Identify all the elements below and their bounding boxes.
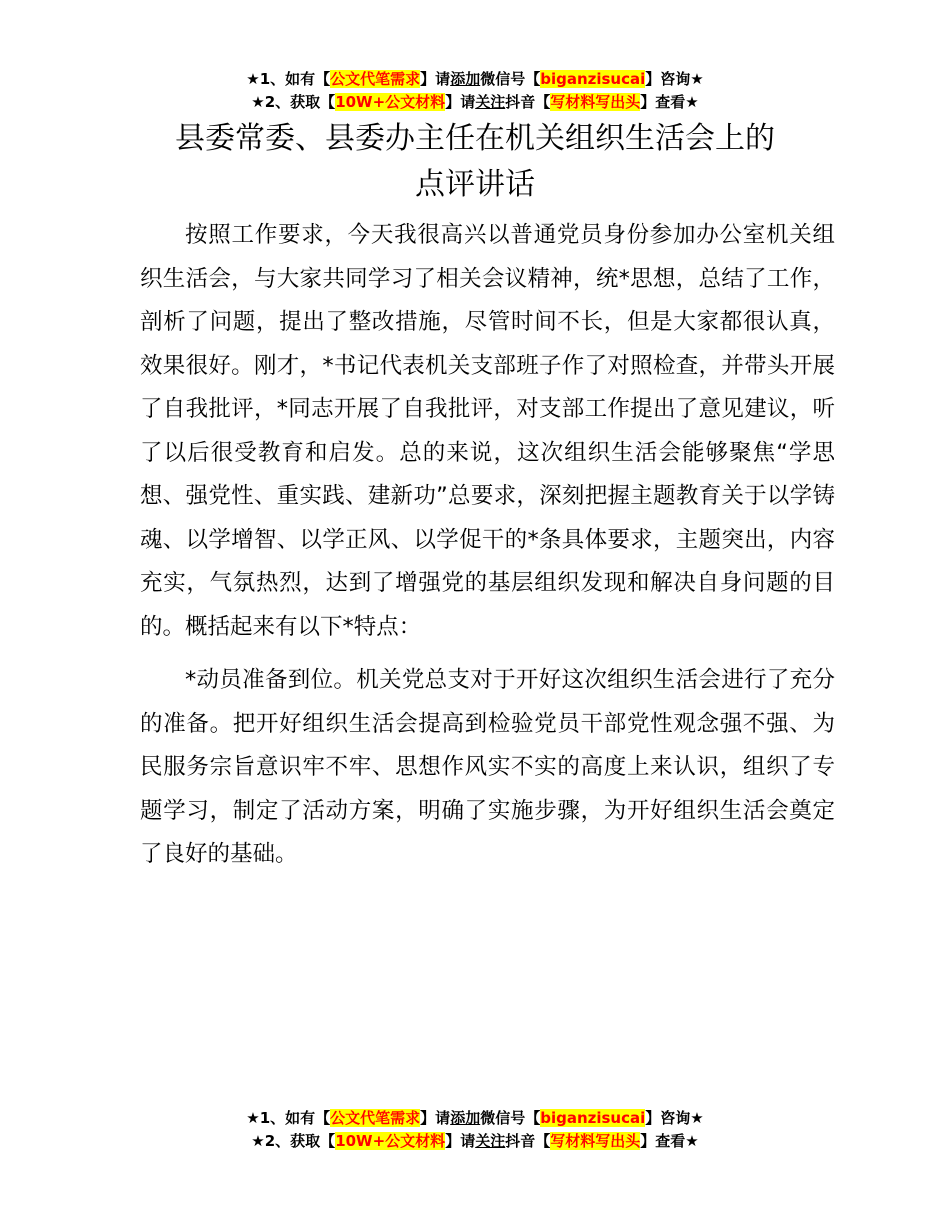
- banner-emphasis: 添加: [450, 70, 481, 88]
- banner-highlight: 10W+公文材料: [335, 1132, 446, 1150]
- document-title: [0, 116, 950, 208]
- banner-text: ★2、获取【: [251, 93, 336, 111]
- banner-text: ★2、获取【: [251, 1132, 336, 1150]
- banner-highlight: 10W+公文材料: [335, 93, 446, 111]
- paragraph-1: 按照工作要求，今天我很高兴以普通党员身份参加办公室机关组织生活会，与大家共同学习了相关会议精神，统*思想，总结了工作，剖析了问题，提出了整改措施，尽管时间不长，但是大家都很认真，效果很好。刚才，*书记代表机关支部班子作了对照检查，并带头开展了自我批评，*同志开展了自我批评，对支部工作提出了意见建议，听了以后很受教育和启发。总的来说，这次组织生活会能够聚焦“学思想、强党性、重实践、建新功”总要求，深刻把握主题教育关于以学铸魂、以学增智、以学正风、以学促干的*条具体要求，主题突出，内容充实，气氛热烈，达到了增强党的基层组织发现和解决自身问题的目的。概括起来有以下*特点：: [140, 222, 835, 640]
- banner-text: 】请: [445, 93, 476, 111]
- wechat-id-link[interactable]: biganzisucai: [540, 70, 646, 88]
- banner-line-1: [0, 1107, 950, 1130]
- banner-text: 微信号【: [480, 70, 541, 88]
- banner-line-2: [0, 1130, 950, 1153]
- header-banner: [0, 68, 950, 114]
- banner-text: 】查看★: [640, 93, 699, 111]
- document-body: [140, 214, 835, 887]
- banner-emphasis: 关注: [475, 1132, 506, 1150]
- paragraph-2: *动员准备到位。机关党总支对于开好这次组织生活会进行了充分的准备。把开好组织生活会提高到检验党员干部党性观念强不强、为民服务宗旨意识牢不牢、思想作风实不实的高度上来认识，组织了专题学习，制定了活动方案，明确了实施步骤，为开好组织生活会奠定了良好的基础。: [140, 667, 835, 867]
- banner-text: 】咨询★: [645, 1109, 704, 1127]
- banner-text: 抖音【: [505, 1132, 551, 1150]
- banner-text: 微信号【: [480, 1109, 541, 1127]
- banner-highlight: 公文代笔需求: [330, 70, 421, 88]
- banner-text: ★1、如有【: [246, 1109, 331, 1127]
- banner-text: ★1、如有【: [246, 70, 331, 88]
- banner-text: 】请: [420, 1109, 451, 1127]
- banner-emphasis: 添加: [450, 1109, 481, 1127]
- banner-text: 抖音【: [505, 93, 551, 111]
- banner-text: 】查看★: [640, 1132, 699, 1150]
- douyin-account-link[interactable]: 写材料写出头: [550, 1132, 641, 1150]
- banner-text: 】咨询★: [645, 70, 704, 88]
- wechat-id-link[interactable]: biganzisucai: [540, 1109, 646, 1127]
- footer-banner: [0, 1107, 950, 1153]
- douyin-account-link[interactable]: 写材料写出头: [550, 93, 641, 111]
- title-line-1: 县委常委、县委办主任在机关组织生活会上的: [175, 121, 775, 156]
- banner-line-2: [0, 91, 950, 114]
- banner-text: 】请: [445, 1132, 476, 1150]
- banner-highlight: 公文代笔需求: [330, 1109, 421, 1127]
- banner-line-1: [0, 68, 950, 91]
- banner-emphasis: 关注: [475, 93, 506, 111]
- title-line-2: 点评讲话: [415, 167, 535, 202]
- banner-text: 】请: [420, 70, 451, 88]
